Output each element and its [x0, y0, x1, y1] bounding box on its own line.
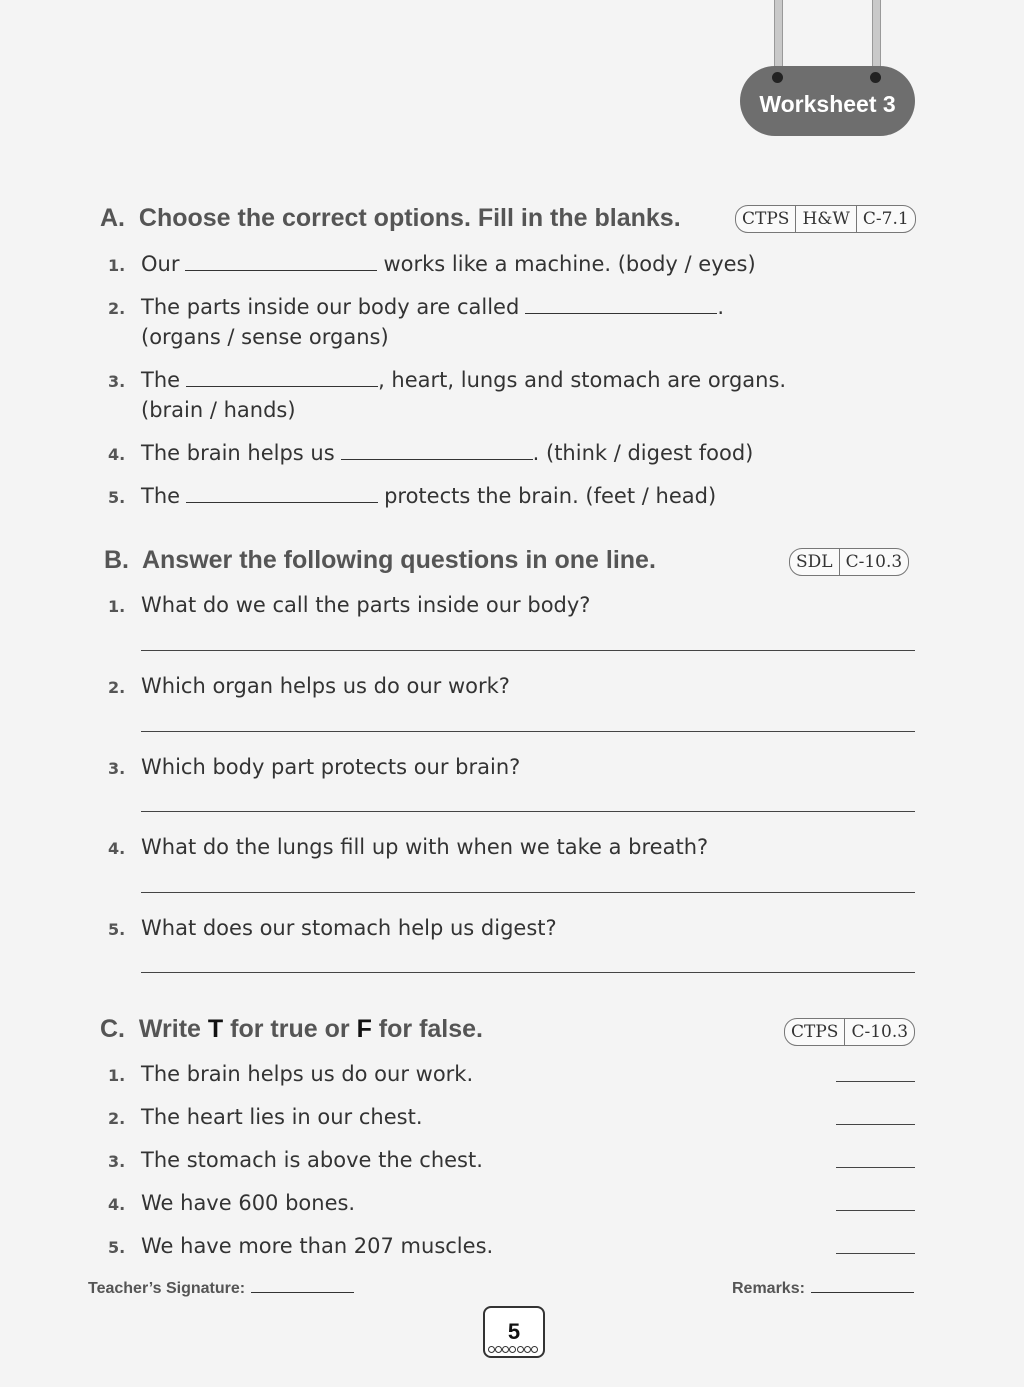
- statement-text: The stomach is above the chest.: [141, 1148, 483, 1172]
- section-b-question-4: [108, 832, 708, 864]
- page-number: 5: [507, 1319, 521, 1344]
- worksheet-tag: Worksheet 3: [740, 66, 915, 136]
- statement-text: We have 600 bones.: [141, 1191, 356, 1215]
- item-number: 2.: [108, 1109, 126, 1128]
- section-c-statement-4: [108, 1188, 355, 1220]
- answer-line[interactable]: [141, 972, 915, 973]
- section-c-statement-2: [108, 1102, 423, 1134]
- statement-text: We have more than 207 muscles.: [141, 1234, 494, 1258]
- item-number: 5.: [108, 1238, 126, 1257]
- signature-line[interactable]: [251, 1280, 354, 1293]
- section-b-letter: B.: [104, 546, 129, 574]
- section-c-heading-p3: for false.: [378, 1015, 483, 1043]
- item-text-after: . (think / digest food): [532, 441, 754, 465]
- section-b-question-5: [108, 913, 557, 945]
- tag-hole-right: [870, 72, 881, 83]
- section-c-badges: [784, 1018, 915, 1046]
- badge-ctps: CTPS: [785, 1019, 845, 1045]
- tag-hanger-left: [774, 0, 783, 76]
- section-b-question-2: [108, 671, 510, 703]
- statement-text: The heart lies in our chest.: [141, 1105, 423, 1129]
- fill-blank[interactable]: [186, 368, 378, 387]
- item-number: 1.: [108, 597, 126, 616]
- item-number: 3.: [108, 1152, 126, 1171]
- section-c-statement-5: [108, 1231, 493, 1263]
- question-text: Which organ helps us do our work?: [141, 674, 510, 698]
- question-text: Which body part protects our brain?: [141, 755, 521, 779]
- true-false-blank[interactable]: [836, 1253, 915, 1254]
- section-c-title: [100, 1015, 483, 1044]
- remarks-line[interactable]: [811, 1280, 914, 1293]
- section-a-letter: A.: [100, 204, 125, 232]
- statement-text: The brain helps us do our work.: [141, 1062, 474, 1086]
- item-number: 3.: [108, 372, 126, 391]
- item-text-after: protects the brain. (feet / head): [384, 484, 717, 508]
- section-a-item-4: [108, 438, 753, 470]
- remarks: [732, 1280, 914, 1298]
- fill-blank[interactable]: [186, 484, 378, 503]
- section-c-heading-f: F: [356, 1015, 372, 1043]
- badge-hw: H&W: [796, 206, 856, 232]
- remarks-label: Remarks:: [732, 1280, 805, 1297]
- item-number: 2.: [108, 299, 126, 318]
- item-number: 4.: [108, 839, 126, 858]
- item-number: 5.: [108, 920, 126, 939]
- badge-code: C-10.3: [845, 552, 903, 572]
- section-b-title: [104, 546, 656, 575]
- section-c-heading-p2: for true or: [230, 1015, 350, 1043]
- question-text: What does our stomach help us digest?: [141, 916, 557, 940]
- badge-ctps: CTPS: [736, 206, 796, 232]
- worksheet-tag-group: [740, 0, 915, 140]
- item-number: 4.: [108, 445, 126, 464]
- item-number: 2.: [108, 678, 126, 697]
- section-c-statement-3: [108, 1145, 483, 1177]
- true-false-blank[interactable]: [836, 1167, 915, 1168]
- badge-code: C-10.3: [851, 1022, 909, 1042]
- fill-blank[interactable]: [185, 252, 377, 271]
- section-c-statement-1: [108, 1059, 473, 1091]
- item-text-after: , heart, lungs and stomach are organs.: [378, 368, 787, 392]
- section-a-item-5: [108, 481, 716, 513]
- answer-line[interactable]: [141, 892, 915, 893]
- tag-hanger-right: [872, 0, 881, 76]
- section-a-item-2: [108, 292, 724, 324]
- item-text-before: The parts inside our body are called: [141, 295, 520, 319]
- item-number: 1.: [108, 256, 126, 275]
- tag-hole-left: [772, 72, 783, 83]
- item-number: 4.: [108, 1195, 126, 1214]
- page-box-dots: [488, 1346, 538, 1352]
- item-text-before: The brain helps us: [141, 441, 335, 465]
- section-a-title: [100, 204, 681, 233]
- section-a-item-3: [108, 365, 786, 397]
- answer-line[interactable]: [141, 650, 915, 651]
- section-a-item-1: [108, 249, 756, 281]
- item-number: 1.: [108, 1066, 126, 1085]
- teacher-signature: [88, 1280, 354, 1298]
- section-c-heading-t: T: [207, 1015, 224, 1043]
- item-text-before: The: [141, 484, 181, 508]
- section-a-item-2-options: (organs / sense organs): [141, 325, 389, 349]
- item-text-after: works like a machine. (body / eyes): [383, 252, 756, 276]
- answer-line[interactable]: [141, 731, 915, 732]
- fill-blank[interactable]: [341, 441, 533, 460]
- badge-code: C-7.1: [862, 209, 909, 229]
- question-text: What do the lungs fill up with when we take a breath?: [141, 835, 709, 859]
- true-false-blank[interactable]: [836, 1081, 915, 1082]
- section-a-heading: Choose the correct options. Fill in the blanks.: [138, 204, 681, 232]
- section-c-heading-p1: Write: [138, 1015, 201, 1043]
- item-text-before: The: [141, 368, 181, 392]
- section-b-badges: [789, 548, 909, 576]
- question-text: What do we call the parts inside our body?: [141, 593, 591, 617]
- true-false-blank[interactable]: [836, 1124, 915, 1125]
- section-a-item-3-options: (brain / hands): [141, 398, 296, 422]
- item-text-before: Our: [141, 252, 180, 276]
- true-false-blank[interactable]: [836, 1210, 915, 1211]
- section-b-heading: Answer the following questions in one line.: [141, 546, 656, 574]
- badge-sdl: SDL: [790, 549, 840, 575]
- answer-line[interactable]: [141, 811, 915, 812]
- section-b-question-3: [108, 752, 520, 784]
- item-number: 3.: [108, 759, 126, 778]
- fill-blank[interactable]: [525, 295, 717, 314]
- teacher-signature-label: Teacher’s Signature:: [88, 1280, 246, 1297]
- section-a-badges: [735, 205, 916, 233]
- item-number: 5.: [108, 488, 126, 507]
- section-b-question-1: [108, 590, 590, 622]
- section-c-letter: C.: [100, 1015, 125, 1043]
- item-text-after: .: [717, 295, 724, 319]
